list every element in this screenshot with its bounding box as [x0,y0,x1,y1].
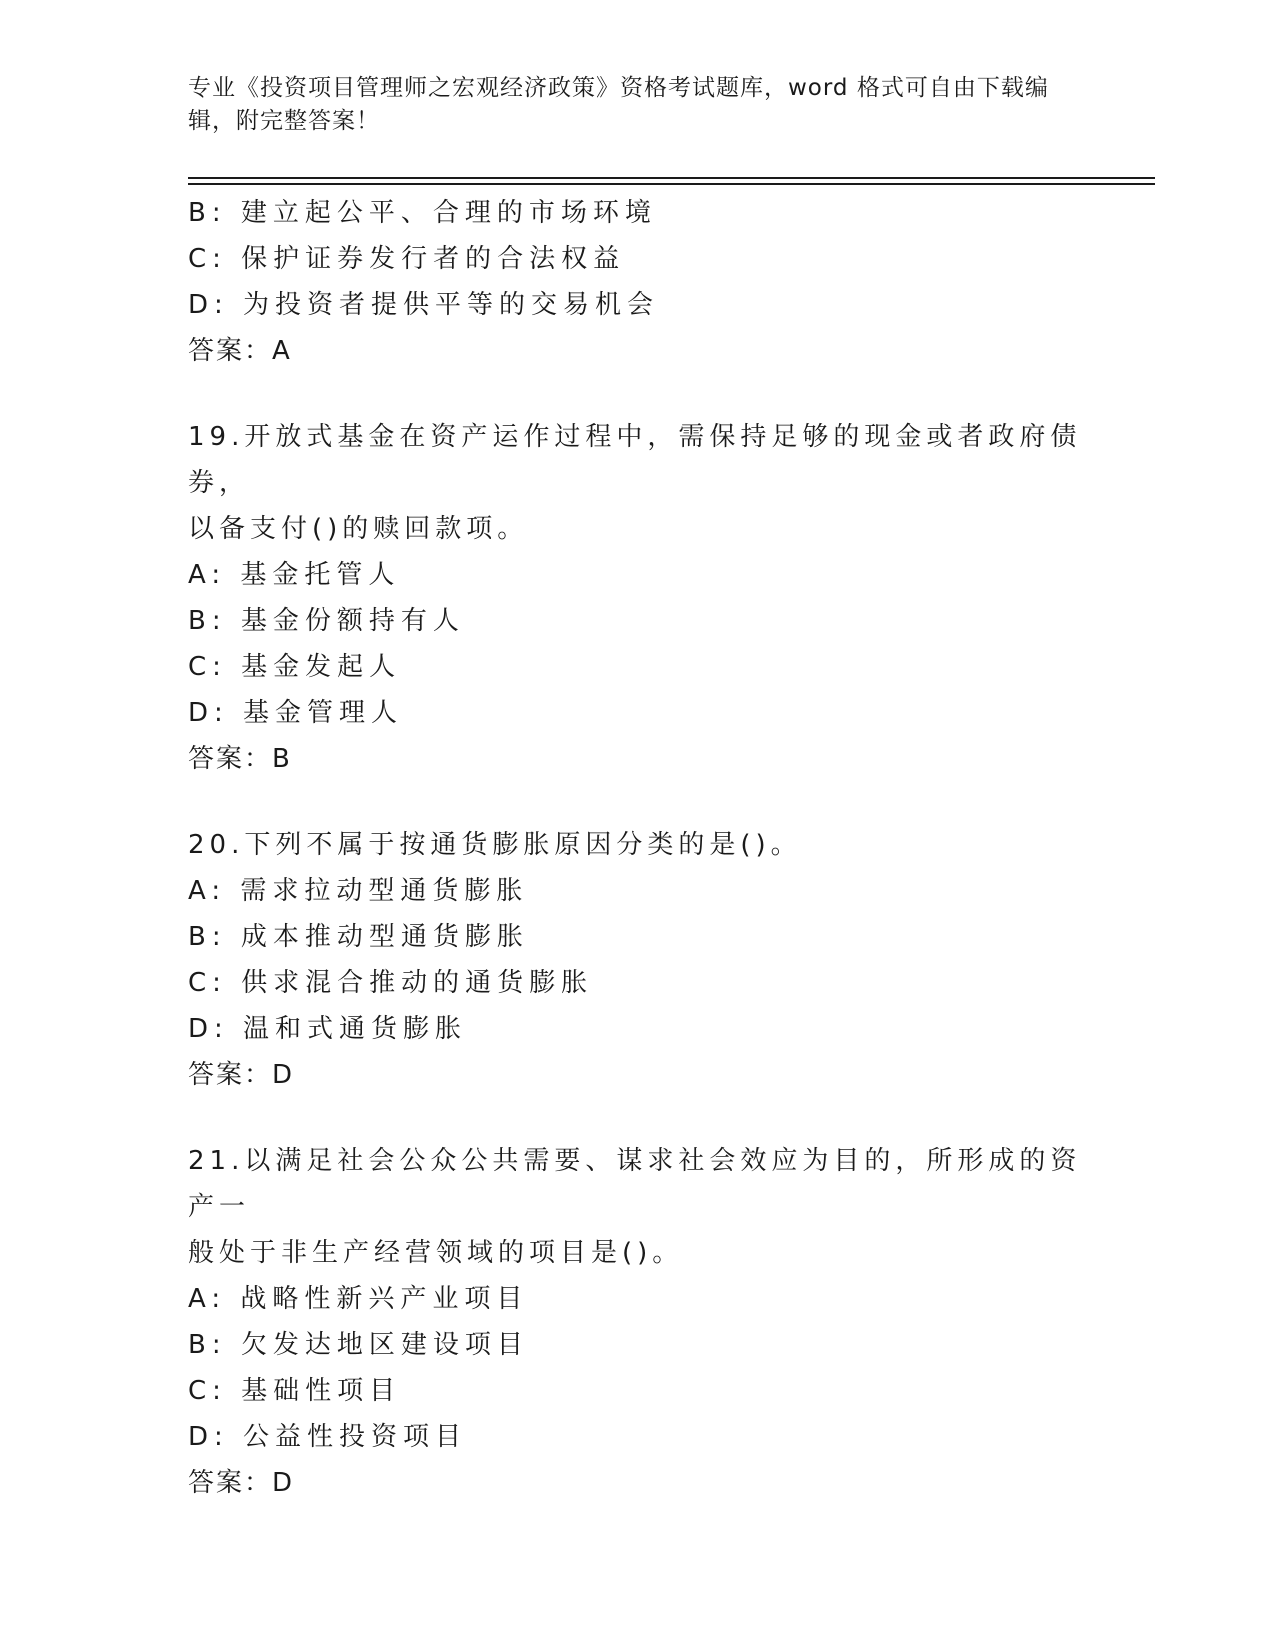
previous-question-block [188,190,1088,374]
option-a: A: 基金托管人 [188,560,401,590]
option-b: B: 欠发达地区建设项目 [188,1330,529,1360]
option-d: D: 基金管理人 [188,698,404,728]
question-20 [188,822,1088,1098]
question-19 [188,414,1088,782]
question-content [188,190,1088,1506]
answer-line: 答案：B [188,744,292,774]
option-d: D: 为投资者提供平等的交易机会 [188,290,660,320]
option-c: C: 基金发起人 [188,652,402,682]
header-divider-top [188,177,1155,179]
question-text-line-2: 以备支付()的赎回款项。 [188,514,529,544]
answer-line: 答案：D [188,1060,295,1090]
option-b: B: 基金份额持有人 [188,606,465,636]
option-c: C: 基础性项目 [188,1376,402,1406]
header-line-1: 专业《投资项目管理师之宏观经济政策》资格考试题库，word 格式可自由下载编 [188,75,1049,101]
option-d: D: 温和式通货膨胀 [188,1014,468,1044]
header-line-2: 辑，附完整答案！ [188,108,380,134]
question-text-line-2: 般处于非生产经营领域的项目是()。 [188,1238,684,1268]
option-b: B: 成本推动型通货膨胀 [188,922,529,952]
option-b: B: 建立起公平、合理的市场环境 [188,198,657,228]
question-text-line-1: 20.下列不属于按通货膨胀原因分类的是()。 [188,830,802,860]
option-c: C: 供求混合推动的通货膨胀 [188,968,594,998]
option-a: A: 需求拉动型通货膨胀 [188,876,529,906]
option-c: C: 保护证券发行者的合法权益 [188,244,626,274]
option-a: A: 战略性新兴产业项目 [188,1284,529,1314]
question-21 [188,1138,1088,1506]
document-header [188,72,1088,138]
option-d: D: 公益性投资项目 [188,1422,468,1452]
question-text-line-1: 19.开放式基金在资产运作过程中，需保持足够的现金或者政府债券， [188,422,1082,498]
header-divider-bottom [188,183,1155,185]
answer-line: 答案：D [188,1468,295,1498]
answer-line: 答案：A [188,336,292,366]
question-text-line-1: 21.以满足社会公众公共需要、谋求社会效应为目的，所形成的资产一 [188,1146,1082,1222]
